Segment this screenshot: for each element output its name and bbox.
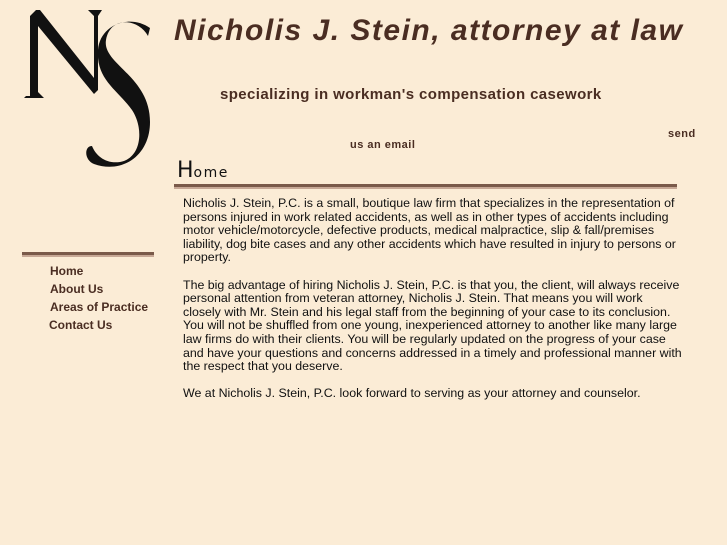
sidebar-nav: [50, 262, 148, 334]
page-heading: [177, 158, 229, 183]
nav-item-contact-us[interactable]: Contact Us: [49, 318, 113, 332]
content-paragraph: The big advantage of hiring Nicholis J. Stein, P.C. is that you, the client, will always receive personal attention from veteran attorney, Nicholis J. Stein. That means you will work closely with Mr. Stein and his legal staff from the beginning of your case to its conclusion. You will not be shuffled from one young, inexperienced attorney to another like many large law firms do with their clients. You will be regularly updated on the progress of your case and have your questions and concerns addressed in a timely and professional manner with the respect that you deserve.: [183, 277, 682, 374]
content-paragraph: We at Nicholis J. Stein, P.C. look forward to serving as your attorney and counselor.: [183, 386, 641, 401]
ns-monogram-icon: [22, 6, 154, 172]
nav-item-home[interactable]: Home: [50, 264, 84, 278]
send-email-link-continued[interactable]: us an email: [350, 139, 416, 151]
page-heading-initial: H: [177, 158, 194, 183]
site-title: Nicholis J. Stein, attorney at law: [174, 14, 684, 47]
heading-divider: [174, 184, 677, 189]
main-content: [183, 197, 683, 415]
site-tagline: specializing in workman's compensation casework: [220, 86, 602, 103]
nav-item-about-us[interactable]: About Us: [50, 282, 104, 296]
nav-item-areas-of-practice[interactable]: Areas of Practice: [50, 300, 149, 314]
page-heading-rest: ome: [193, 165, 229, 181]
sidebar-divider: [22, 252, 154, 257]
site-logo: [22, 6, 154, 172]
content-paragraph: Nicholis J. Stein, P.C. is a small, boutique law firm that specializes in the representation of persons injured in work related accidents, as well as in other types of accidents including motor vehicle/motorcycle, defective products, medical malpractice, slip & fall/premises liability, dog bite cases and any other accidents which have resulted in injury to persons or property.: [183, 196, 676, 265]
send-email-link[interactable]: send: [668, 128, 696, 140]
